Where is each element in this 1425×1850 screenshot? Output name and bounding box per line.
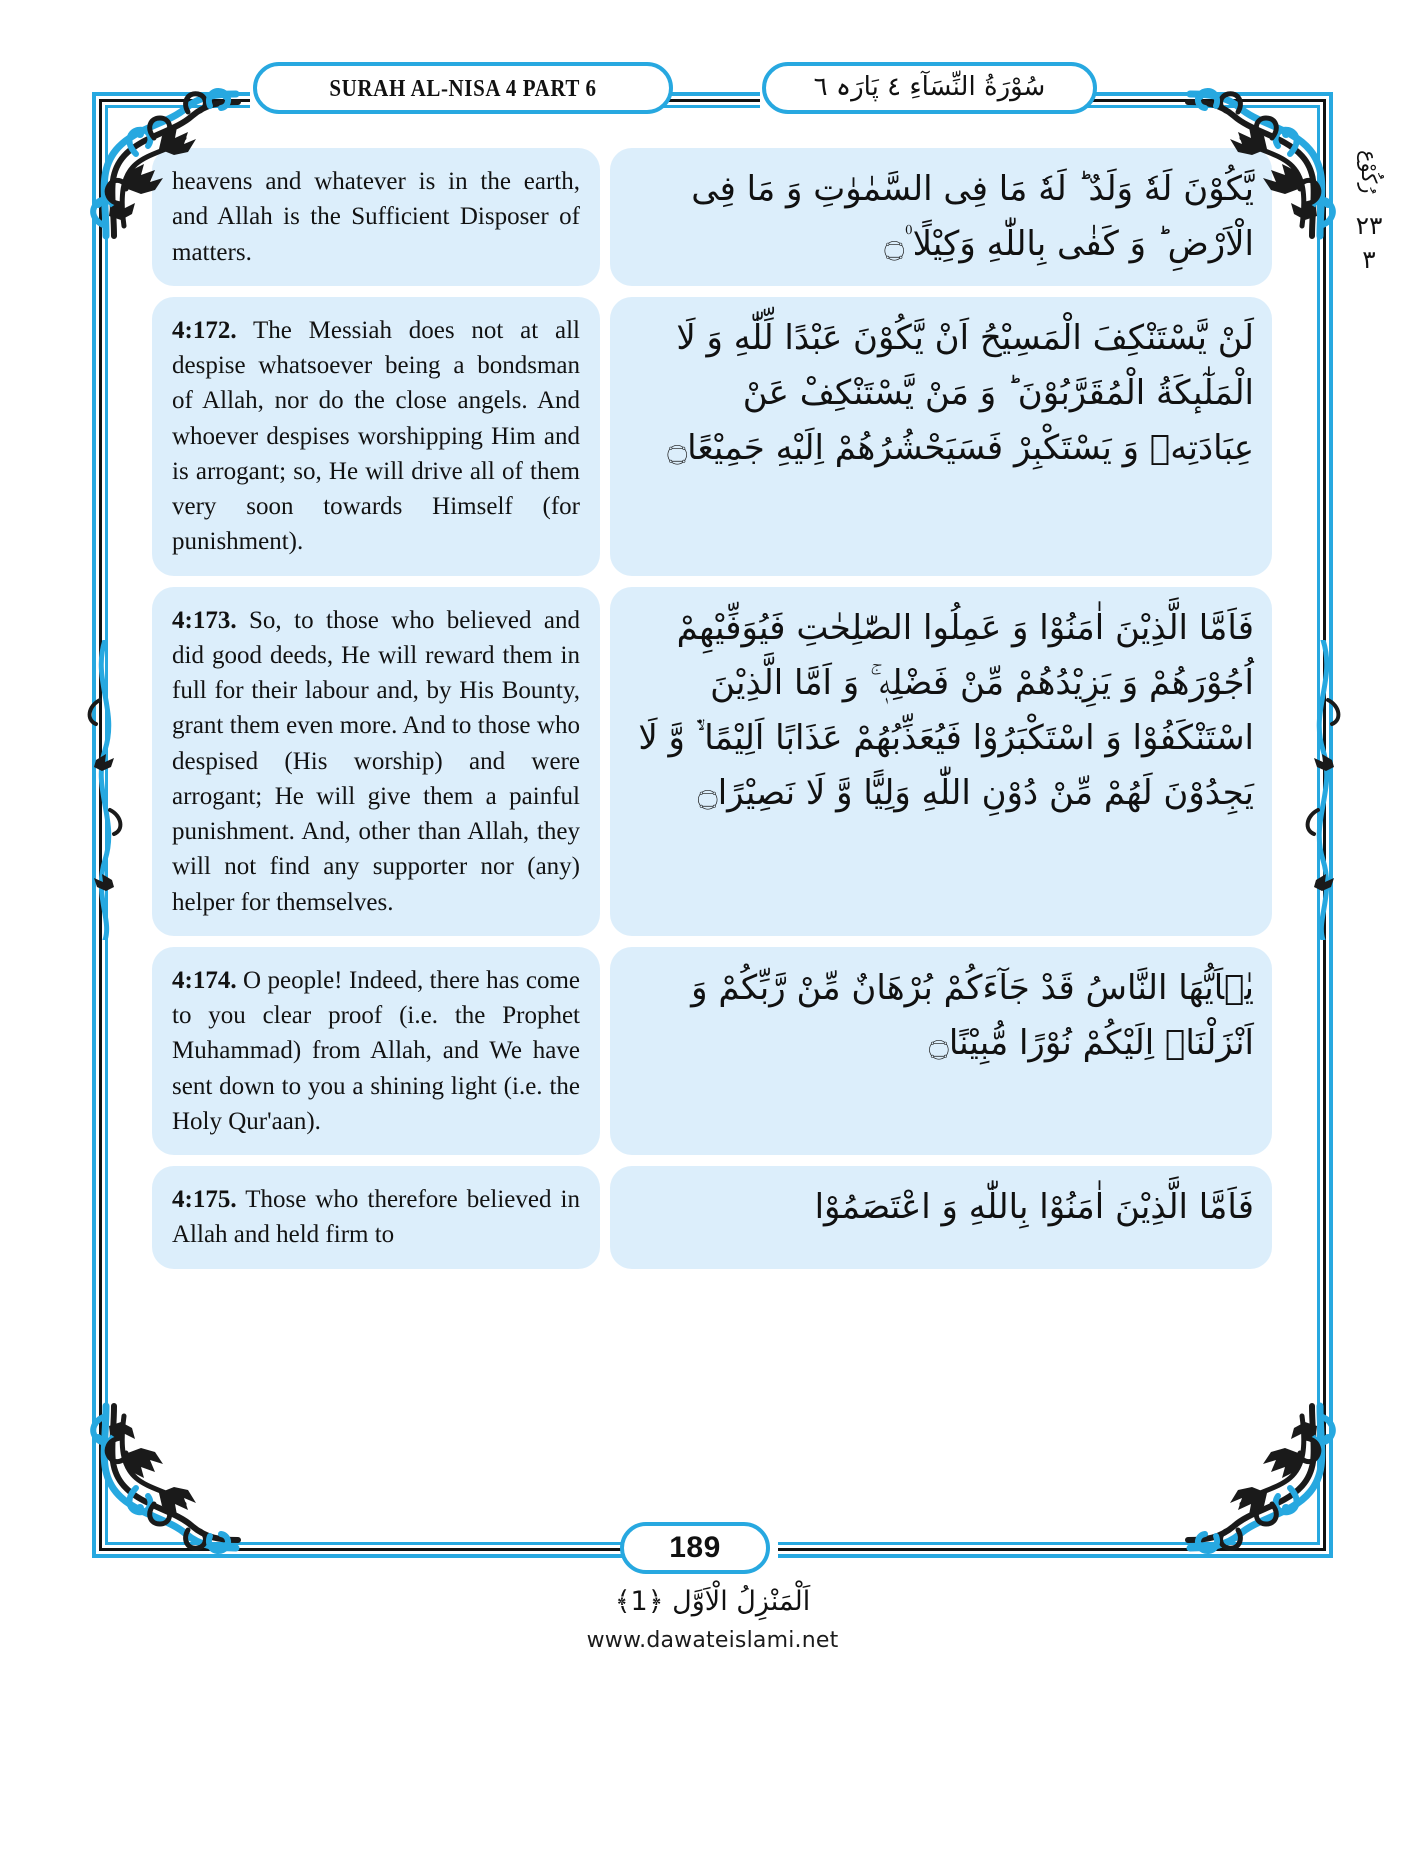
english-translation-panel xyxy=(152,947,600,1155)
arabic-text: فَاَمَّا الَّذِیْنَ اٰمَنُوْا وَ عَمِلُوا الصّٰلِحٰتِ فَیُوَفِّیْهِمْ اُجُوْرَهُمْ وَ یَزِیْدُهُمْ مِّنْ فَضْلِهٖ ۚ وَ اَمَّا الَّذِیْنَ اسْتَنْكَفُوْا وَ اسْتَكْبَرُوْا فَیُعَذِّبُهُمْ عَذَابًا اَلِیْمًا ۙ۬ وَّ لَا یَجِدُوْنَ لَهُمْ مِّنْ دُوْنِ اللّٰهِ وَلِیًّا وَّ لَا نَصِیْرًا۝ xyxy=(638,607,1254,813)
english-body: The Messiah does not at all despise whatsoever being a bondsman of Allah, nor do the close angels. And whoever despises worshipping Him and is arrogant; so, He will drive all of them very soon towards Himself (for punishment). xyxy=(172,316,580,556)
page-number: 189 xyxy=(669,1531,721,1564)
ruku-number: ٢٣ xyxy=(1355,210,1383,240)
ruku-extra-number: ٣ xyxy=(1362,245,1376,275)
website-url: www.dawateislami.net xyxy=(586,1628,839,1653)
arabic-verse-panel xyxy=(610,587,1272,936)
verse-row xyxy=(152,297,1272,576)
english-translation-panel xyxy=(152,148,600,286)
english-text xyxy=(172,164,580,270)
english-body: So, to those who believed and did good deeds, He will reward them in full for their labour and, by His Bounty, grant them even more. And to those who despised (His worship) and were arrogant; He will give them a painful punishment. And, other than Allah, they will not find any supporter nor (any) helper for themselves. xyxy=(172,606,580,916)
arabic-verse-panel xyxy=(610,297,1272,576)
verse-row xyxy=(152,148,1272,286)
verse-number: 4:173. xyxy=(172,606,237,634)
english-body: O people! Indeed, there has come to you clear proof (i.e. the Prophet Muhammad) from Allah, and We have sent down to you a shining light (i.e. the Holy Qur'aan). xyxy=(172,966,580,1135)
verse-list xyxy=(152,148,1272,1508)
english-translation-panel xyxy=(152,1166,600,1269)
english-text xyxy=(172,963,580,1139)
page-header xyxy=(92,62,1333,134)
arabic-text: یٰۤاَیُّهَا النَّاسُ قَدْ جَآءَكُمْ بُرْهَانٌ مِّنْ رَّبِّكُمْ وَ اَنْزَلْنَاۤ اِلَیْكُمْ نُوْرًا مُّبِیْنًا۝ xyxy=(691,967,1254,1063)
arabic-verse-panel xyxy=(610,1166,1272,1269)
english-text xyxy=(172,603,580,920)
arabic-verse-panel xyxy=(610,947,1272,1155)
english-text xyxy=(172,313,580,560)
surah-title-en: SURAH AL-NISA 4 PART 6 xyxy=(329,73,597,102)
english-translation-panel xyxy=(152,297,600,576)
english-text xyxy=(172,1182,580,1253)
surah-title-capsule-ar xyxy=(762,62,1097,114)
verse-row xyxy=(152,947,1272,1155)
page-number-capsule xyxy=(620,1522,770,1574)
verse-row xyxy=(152,587,1272,936)
verse-row xyxy=(152,1166,1272,1269)
verse-number: 4:175. xyxy=(172,1186,237,1213)
english-translation-panel xyxy=(152,587,600,936)
verse-number: 4:172. xyxy=(172,316,237,344)
arabic-text: لَنْ یَّسْتَنْكِفَ الْمَسِیْحُ اَنْ یَّكُوْنَ عَبْدًا لِّلّٰهِ وَ لَا الْمَلٰٓىٕكَةُ الْمُقَرَّبُوْنَ ؕ وَ مَنْ یَّسْتَنْكِفْ عَنْ عِبَادَتِهٖ وَ یَسْتَكْبِرْ فَسَیَحْشُرُهُمْ اِلَیْهِ جَمِیْعًا۝ xyxy=(667,317,1254,468)
page-footer xyxy=(92,1522,1333,1594)
manzil-label: اَلْمَنْزِلُ الْاَوَّل ﴿1﴾ xyxy=(614,1586,811,1617)
english-body: heavens and whatever is in the earth, and Allah is the Sufficient Disposer of matters. xyxy=(172,168,580,266)
arabic-verse-panel xyxy=(610,148,1272,286)
ruku-label: رُکُوْع xyxy=(1357,150,1382,194)
margin-ruku-marker xyxy=(1338,150,1400,275)
verse-number: 4:174. xyxy=(172,966,237,994)
arabic-text: یَّكُوْنَ لَهٗ وَلَدٌ ؕ لَهٗ مَا فِی السَّمٰوٰتِ وَ مَا فِی الْاَرْضِ ؕ وَ كَفٰى بِاللّٰهِ وَكِیْلًا ۠۝ xyxy=(691,169,1254,265)
surah-title-ar: سُوْرَةُ النِّسَآءِ ٤ پَارَہ ٦ xyxy=(813,72,1046,102)
arabic-text: فَاَمَّا الَّذِیْنَ اٰمَنُوْا بِاللّٰهِ وَ اعْتَصَمُوْا xyxy=(814,1187,1254,1227)
english-body: Those who therefore believed in Allah and held firm to xyxy=(172,1186,580,1249)
surah-title-capsule-en xyxy=(253,62,673,114)
